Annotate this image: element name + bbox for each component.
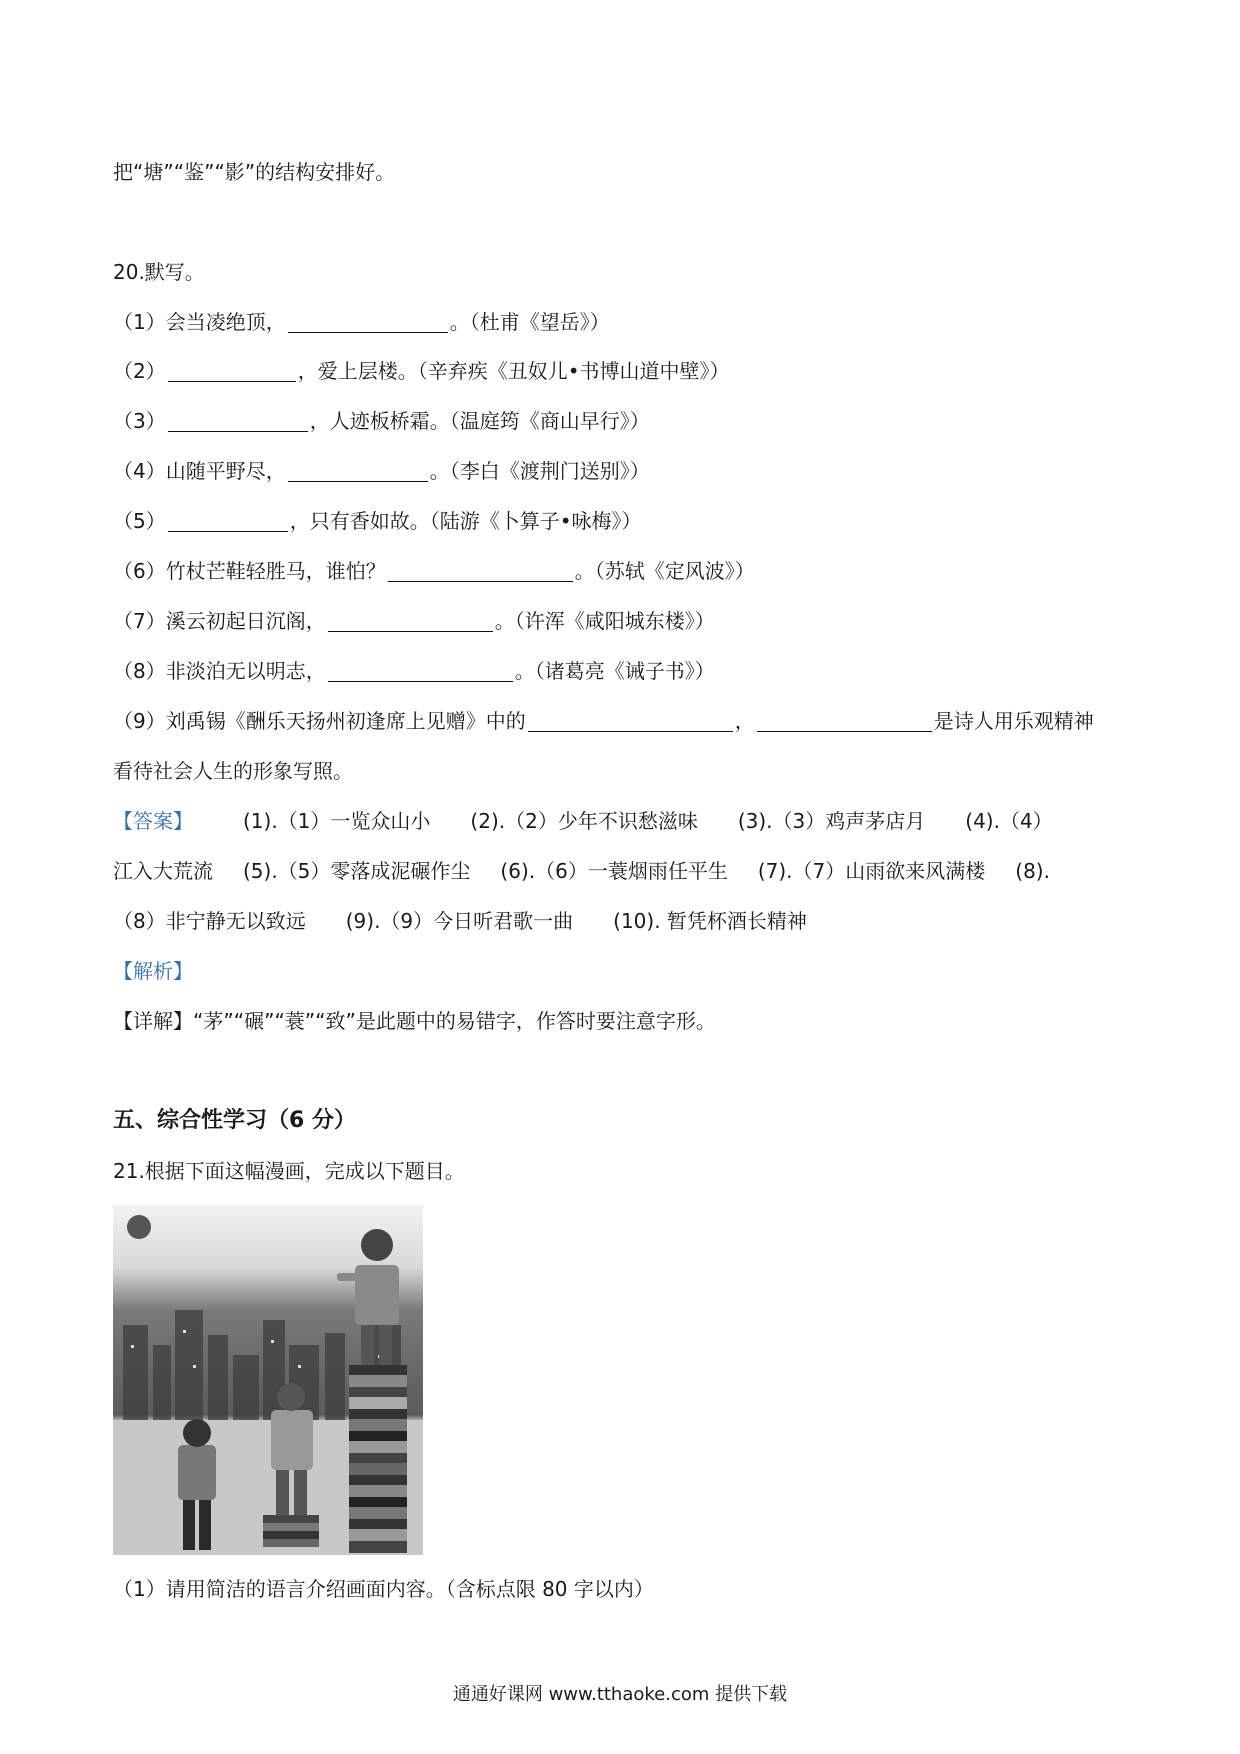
item-text: ，爱上层楼。（辛弃疾《丑奴儿•书博山道中壁》） <box>297 359 730 383</box>
q20-item-9-cont: 看待社会人生的形象写照。 <box>113 759 353 783</box>
item-text: （7）溪云初起日沉阁， <box>113 609 326 633</box>
answer-item: (9).（9）今日听君歌一曲 <box>345 909 574 933</box>
answer-item: (1).（1）一览众山小 <box>243 809 431 833</box>
answer-label: 【答案】 <box>113 809 193 833</box>
analysis-label: 【解析】 <box>113 959 193 983</box>
answer-item: (2).（2）少年不识愁滋味 <box>470 809 698 833</box>
q20-item-9 <box>113 707 1094 735</box>
q20-item-3 <box>113 407 650 435</box>
answer-item: (7).（7）山雨欲来风满楼 <box>757 859 986 883</box>
cartoon-image <box>113 1205 423 1555</box>
answer-line-1 <box>113 807 1053 835</box>
answer-blank[interactable] <box>168 511 288 532</box>
answer-item: （8）非宁静无以致远 <box>113 909 306 933</box>
item-text: （6）竹杖芒鞋轻胜马，谁怕？ <box>113 559 386 583</box>
q21-sub-1: （1）请用简洁的语言介绍画面内容。（含标点限 80 字以内） <box>113 1577 654 1601</box>
item-text: 是诗人用乐观精神 <box>933 709 1094 733</box>
intro-text: 把“塘”“鉴”“影”的结构安排好。 <box>113 160 396 184</box>
item-text: ， <box>734 709 755 733</box>
answer-blank[interactable] <box>288 461 428 482</box>
answer-line-3 <box>113 907 807 935</box>
answer-blank[interactable] <box>328 611 493 632</box>
q20-item-5 <box>113 507 642 535</box>
answer-blank[interactable] <box>288 312 448 333</box>
answer-blank[interactable] <box>388 561 573 582</box>
q20-item-7 <box>113 607 715 635</box>
item-text: （2） <box>113 359 166 383</box>
item-text: 。（诸葛亮《诫子书》） <box>514 659 715 683</box>
q21-title: 21.根据下面这幅漫画，完成以下题目。 <box>113 1159 465 1183</box>
answer-item: (5).（5）零落成泥碾作尘 <box>243 859 471 883</box>
q20-item-8 <box>113 657 715 685</box>
item-text: 。（苏轼《定风波》） <box>574 559 755 583</box>
q20-item-2 <box>113 357 730 385</box>
q20-item-6 <box>113 557 755 585</box>
item-text: ，人迹板桥霜。（温庭筠《商山早行》） <box>309 409 650 433</box>
answer-item: (3).（3）鸡声茅店月 <box>737 809 926 833</box>
answer-line-2 <box>113 857 1050 885</box>
item-text: （8）非淡泊无以明志， <box>113 659 326 683</box>
item-text: （3） <box>113 409 166 433</box>
detail-text: 【详解】“茅”“碾”“蓑”“致”是此题中的易错字，作答时要注意字形。 <box>113 1009 716 1033</box>
q20-title: 20.默写。 <box>113 260 205 284</box>
item-text: （4）山随平野尽， <box>113 459 286 483</box>
item-text: （9）刘禹锡《酬乐天扬州初逢席上见赠》中的 <box>113 709 526 733</box>
q20-item-1 <box>113 308 610 336</box>
answer-item: (8). <box>1015 859 1050 883</box>
item-text: ，只有香如故。（陆游《卜算子•咏梅》） <box>289 509 642 533</box>
section-title: 五、综合性学习（6 分） <box>113 1108 356 1133</box>
answer-blank[interactable] <box>168 411 308 432</box>
item-text: （1）会当凌绝顶， <box>113 310 286 334</box>
answer-blank[interactable] <box>528 711 733 732</box>
item-text: 。（许浑《咸阳城东楼》） <box>494 609 715 633</box>
answer-blank[interactable] <box>168 361 296 382</box>
q20-item-4 <box>113 457 650 485</box>
answer-item: (4).（4） <box>965 809 1053 833</box>
answer-item: (6).（6）一蓑烟雨任平生 <box>500 859 728 883</box>
item-text: 。（李白《渡荆门送别》） <box>429 459 650 483</box>
answer-item: (10). 暂凭杯酒长精神 <box>613 909 807 933</box>
page-footer: 通通好课网 www.tthaoke.com 提供下载 <box>452 1684 788 1705</box>
answer-item: 江入大荒流 <box>113 859 213 883</box>
answer-blank[interactable] <box>328 661 513 682</box>
item-text: 。（杜甫《望岳》） <box>449 310 610 334</box>
answer-blank[interactable] <box>757 711 932 732</box>
item-text: （5） <box>113 509 166 533</box>
